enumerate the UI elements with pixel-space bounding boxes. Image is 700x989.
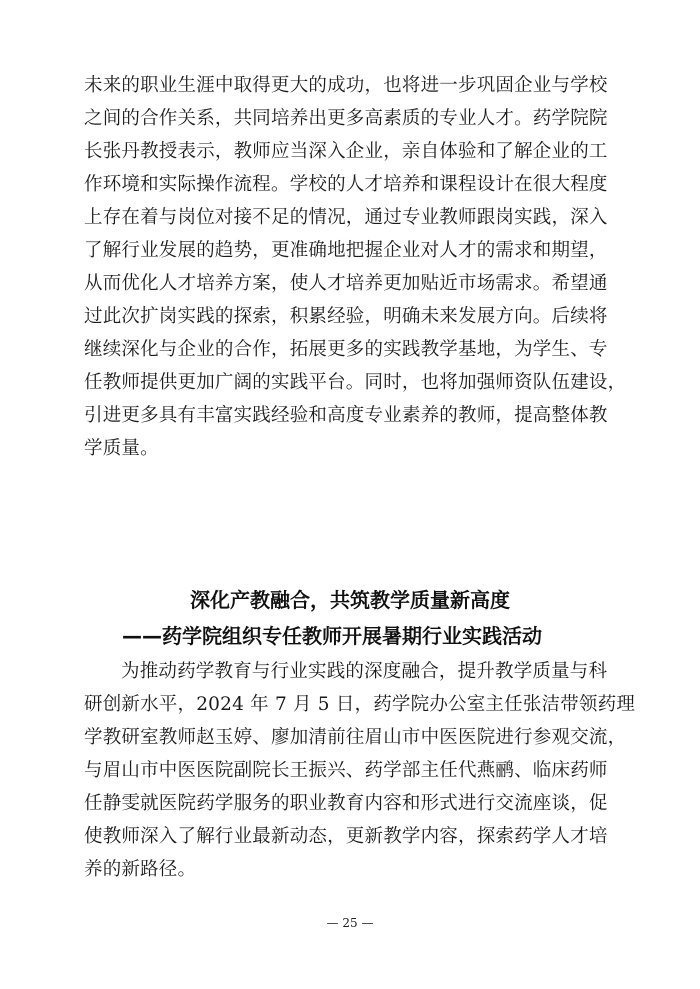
text-line: 学质量。 [84,438,159,459]
text-line: 研创新水平，2024 年 7 月 5 日，药学院办公室主任张洁带领药理 [84,694,636,715]
text-line: 学教研室教师赵玉婷、廖加清前往眉山市中医医院进行参观交流， [84,727,627,748]
text-line: 长张丹教授表示，教师应当深入企业，亲自体验和了解企业的工 [84,141,608,162]
text-line: 引进更多具有丰富实践经验和高度专业素养的教师，提高整体教 [84,405,608,426]
text-line: 了解行业发展的趋势，更准确地把握企业对人才的需求和期望， [84,240,608,261]
text-line: 过此次扩岗实践的探索，积累经验，明确未来发展方向。后续将 [84,306,608,327]
text-line: 养的新路径。 [84,859,197,880]
text-line: 作环境和实际操作流程。学校的人才培养和课程设计在很大程度 [84,174,608,195]
text-line: 任教师提供更加广阔的实践平台。同时，也将加强师资队伍建设， [84,372,627,393]
text-line: 为推动药学教育与行业实践的深度融合，提升教学质量与科 [121,661,608,682]
text-line: 使教师深入了解行业最新动态，更新教学内容，探索药学人才培 [84,826,608,847]
text-line: 上存在着与岗位对接不足的情况，通过专业教师跟岗实践，深入 [84,207,608,228]
page-number: — 25 — [326,916,374,930]
text-line: 之间的合作关系，共同培养出更多高素质的专业人才。药学院院 [84,108,608,129]
text-line: 未来的职业生涯中取得更大的成功，也将进一步巩固企业与学校 [84,75,608,96]
article-subtitle: ——药学院组织专任教师开展暑期行业实践活动 [122,624,542,648]
text-line: 任静雯就医院药学服务的职业教育内容和形式进行交流座谈，促 [84,793,608,814]
text-line: 与眉山市中医医院副院长王振兴、药学部主任代燕鹂、临床药师 [84,760,608,781]
article-title: 深化产教融合，共筑教学质量新高度 [190,588,510,612]
text-line: 从而优化人才培养方案，使人才培养更加贴近市场需求。希望通 [84,273,608,294]
text-line: 继续深化与企业的合作，拓展更多的实践教学基地，为学生、专 [84,339,608,360]
